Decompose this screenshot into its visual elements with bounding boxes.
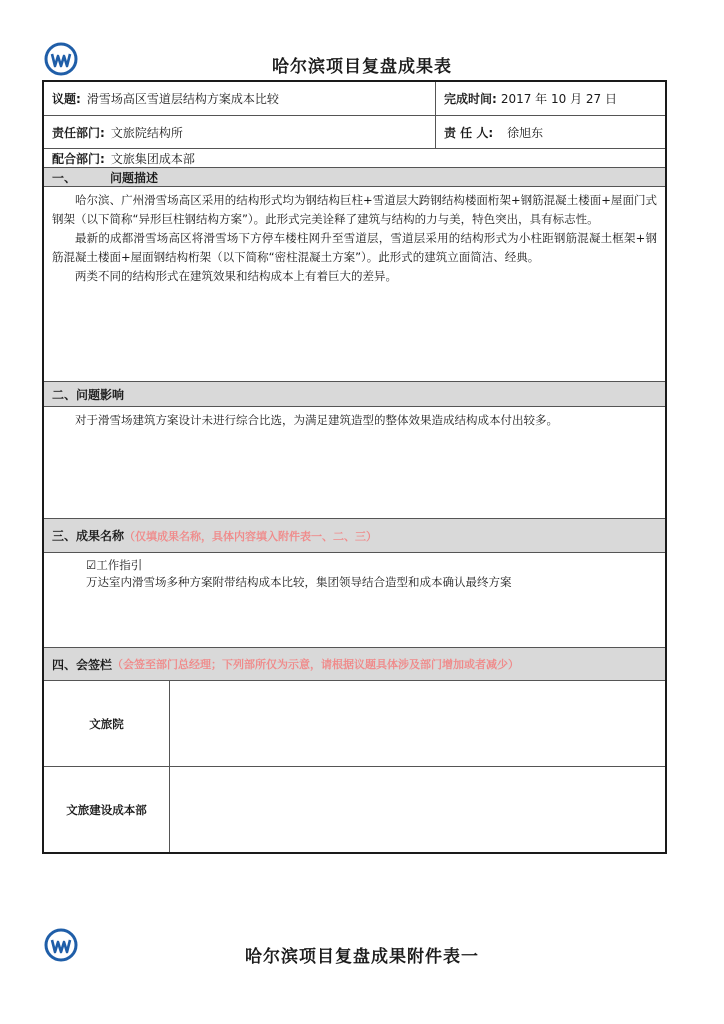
section-4-hint: （会签至部门总经理；下列部所仅为示意，请根据议题具体涉及部门增加或者减少） (112, 658, 520, 671)
completion-label: 完成时间: (444, 92, 497, 106)
person-label: 责 任 人: (444, 125, 494, 140)
section-1-paragraph: 最新的成都滑雪场高区将滑雪场下方停车楼柱网升至雪道层，雪道层采用的结构形式为小柱距钢筋混凝土框架+钢筋混凝土楼面+屋面钢结构桁架（以下简称“密柱混凝土方案”）。此形式的建筑立面简洁、经典。 (52, 231, 657, 264)
work-guide-label: 工作指引 (96, 558, 143, 572)
topic-row (44, 82, 665, 116)
section-2-header (44, 382, 665, 407)
completion-value: 2017 年 10 月 27 日 (500, 92, 617, 106)
review-form (42, 80, 667, 854)
section-4-header (44, 648, 665, 681)
section-4-title: 四、会签栏 (52, 657, 113, 672)
section-1-number: 一、 (52, 170, 77, 185)
coop-row (44, 149, 665, 168)
work-guide-item (86, 557, 657, 574)
coop-cell (44, 149, 665, 167)
sign-row (44, 681, 665, 767)
section-1-body (44, 187, 665, 382)
completion-cell (436, 82, 665, 115)
section-1-paragraph: 两类不同的结构形式在建筑效果和结构成本上有着巨大的差异。 (75, 269, 397, 283)
section-3-hint: （仅填成果名称，具体内容填入附件表一、二、三） (124, 529, 378, 543)
section-1-paragraph: 哈尔滨、广州滑雪场高区采用的结构形式均为钢结构巨柱+雪道层大跨钢结构楼面桁架+钢筋混凝土楼面+屋面门式钢架（以下简称“异形巨柱钢结构方案”）。此形式完美诠释了建筑与结构的力与美，特色突出，具有标志性。 (52, 193, 657, 226)
topic-value: 滑雪场高区雪道层结构方案成本比较 (86, 92, 279, 106)
appendix-title: 哈尔滨项目复盘成果附件表一 (245, 947, 479, 967)
dept-cell (44, 116, 436, 148)
person-cell (436, 116, 665, 148)
topic-cell (44, 82, 436, 115)
checkbox-checked-icon[interactable]: ☑ (86, 558, 97, 572)
dept-label: 责任部门: (52, 125, 105, 140)
section-3-header (44, 519, 665, 553)
section-1-header (44, 168, 665, 187)
sign-area[interactable] (170, 767, 665, 852)
section-3-description: 万达室内滑雪场多种方案附带结构成本比较，集团领导结合造型和成本确认最终方案 (86, 575, 512, 589)
sign-dept-label: 文旅院 (44, 681, 170, 766)
sign-dept-label: 文旅建设成本部 (44, 767, 170, 852)
section-2-body (44, 407, 665, 519)
section-3-body (44, 553, 665, 648)
section-2-title: 二、问题影响 (52, 387, 125, 402)
sign-area[interactable] (170, 681, 665, 766)
page-title: 哈尔滨项目复盘成果表 (272, 57, 452, 77)
section-2-text: 对于滑雪场建筑方案设计未进行综合比选，为满足建筑造型的整体效果造成结构成本付出较多。 (75, 413, 558, 427)
section-1-title: 问题描述 (110, 170, 159, 185)
person-value: 徐旭东 (507, 125, 544, 140)
dept-row (44, 116, 665, 149)
coop-value: 文旅集团成本部 (110, 151, 195, 166)
section-3-title: 三、成果名称 (52, 529, 125, 543)
sign-row (44, 767, 665, 852)
dept-value: 文旅院结构所 (110, 125, 183, 140)
coop-label: 配合部门: (52, 151, 105, 166)
topic-label: 议题: (52, 92, 81, 106)
